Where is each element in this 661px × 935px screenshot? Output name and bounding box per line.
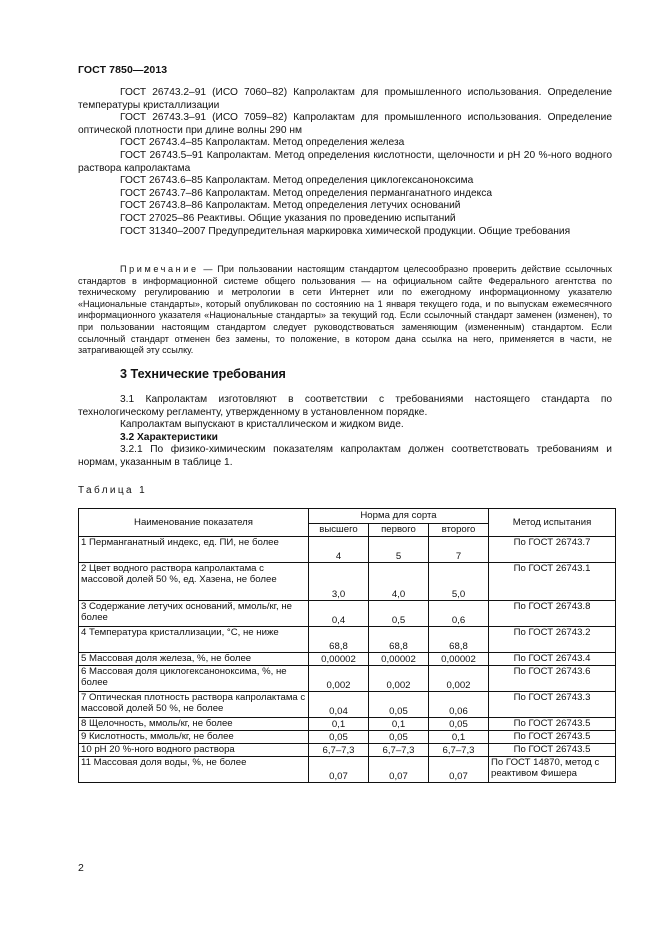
norm-highest: 4 — [309, 537, 369, 563]
paragraph: 3.2.1 По физико-химическим показателям капролактам должен соответствовать требованиям и нормам, указанным в таблице 1. — [78, 444, 612, 468]
table-row — [79, 627, 616, 653]
reference-item: ГОСТ 26743.8–86 Капролактам. Метод определения летучих оснований — [120, 200, 461, 212]
reference-item: ГОСТ 26743.7–86 Капролактам. Метод определения перманганатного индекса — [120, 187, 492, 199]
norm-highest: 6,7–7,3 — [309, 744, 369, 757]
section-body — [78, 394, 612, 470]
test-method: По ГОСТ 26743.3 — [489, 692, 616, 718]
header-grade-first: первого — [369, 524, 429, 537]
page-number: 2 — [78, 862, 84, 874]
table-row — [79, 563, 616, 601]
indicator-name: 5 Массовая доля железа, %, не более — [79, 653, 309, 666]
indicator-name: 7 Оптическая плотность раствора капролактама с массовой долей 50 %, не более — [79, 692, 309, 718]
test-method: По ГОСТ 26743.7 — [489, 537, 616, 563]
norm-second: 5,0 — [429, 563, 489, 601]
references-note — [78, 264, 612, 357]
reference-item: ГОСТ 27025–86 Реактивы. Общие указания по проведению испытаний — [120, 212, 456, 224]
indicator-name: 2 Цвет водного раствора капролактама с массовой долей 50 %, ед. Хазена, не более — [79, 563, 309, 601]
indicator-name: 9 Кислотность, ммоль/кг, не более — [79, 731, 309, 744]
requirements-table — [78, 508, 616, 783]
norm-highest: 0,00002 — [309, 653, 369, 666]
header-indicator-name: Наименование показателя — [79, 509, 309, 537]
normative-references-list — [78, 87, 612, 238]
header-grade-highest: высшего — [309, 524, 369, 537]
indicator-name: 1 Перманганатный индекс, ед. ПИ, не более — [79, 537, 309, 563]
indicator-name: 8 Щелочность, ммоль/кг, не более — [79, 718, 309, 731]
table-row — [79, 731, 616, 744]
norm-second: 0,07 — [429, 757, 489, 783]
header-norm: Норма для сорта — [309, 509, 489, 524]
test-method: По ГОСТ 26743.6 — [489, 666, 616, 692]
reference-item: ГОСТ 26743.5–91 Капролактам. Метод определения кислотности, щелочности и рН 20 %-ного водного раствора капролактама — [78, 149, 612, 174]
reference-item: ГОСТ 31340–2007 Предупредительная маркировка химической продукции. Общие требования — [120, 225, 571, 237]
table-row — [79, 666, 616, 692]
test-method: По ГОСТ 26743.5 — [489, 744, 616, 757]
indicator-name: 10 рН 20 %-ного водного раствора — [79, 744, 309, 757]
test-method: По ГОСТ 26743.8 — [489, 601, 616, 627]
test-method: По ГОСТ 26743.4 — [489, 653, 616, 666]
test-method: По ГОСТ 14870, метод с реактивом Фишера — [489, 757, 616, 783]
norm-second: 0,1 — [429, 731, 489, 744]
document-code-header: ГОСТ 7850—2013 — [78, 64, 168, 76]
test-method: По ГОСТ 26743.5 — [489, 731, 616, 744]
norm-highest: 0,05 — [309, 731, 369, 744]
header-grade-second: второго — [429, 524, 489, 537]
norm-first: 0,05 — [369, 692, 429, 718]
norm-first: 0,1 — [369, 718, 429, 731]
norm-highest: 0,4 — [309, 601, 369, 627]
norm-highest: 0,04 — [309, 692, 369, 718]
norm-first: 5 — [369, 537, 429, 563]
norm-highest: 0,002 — [309, 666, 369, 692]
norm-second: 0,00002 — [429, 653, 489, 666]
reference-item: ГОСТ 26743.6–85 Капролактам. Метод определения циклогексаноноксима — [120, 175, 474, 187]
norm-highest: 3,0 — [309, 563, 369, 601]
norm-second: 0,06 — [429, 692, 489, 718]
table-row — [79, 692, 616, 718]
section-title: 3 Технические требования — [120, 367, 286, 381]
norm-first: 0,05 — [369, 731, 429, 744]
paragraph: 3.1 Капролактам изготовляют в соответствии с требованиями настоящего стандарта по технологическому регламенту, утвержденному в установленном порядке. — [78, 394, 612, 418]
table-row — [79, 601, 616, 627]
norm-second: 0,6 — [429, 601, 489, 627]
table-row — [79, 537, 616, 563]
table-row — [79, 718, 616, 731]
header-test-method: Метод испытания — [489, 509, 616, 537]
norm-second: 0,002 — [429, 666, 489, 692]
norm-first: 0,002 — [369, 666, 429, 692]
table-row — [79, 653, 616, 666]
norm-first: 0,5 — [369, 601, 429, 627]
indicator-name: 3 Содержание летучих оснований, ммоль/кг, не более — [79, 601, 309, 627]
test-method: По ГОСТ 26743.2 — [489, 627, 616, 653]
norm-highest: 0,07 — [309, 757, 369, 783]
table-row — [79, 744, 616, 757]
reference-item: ГОСТ 26743.2–91 (ИСО 7060–82) Капролактам для промышленного использования. Определение температуры кристаллизации — [78, 87, 612, 111]
test-method: По ГОСТ 26743.1 — [489, 563, 616, 601]
norm-first: 0,00002 — [369, 653, 429, 666]
norm-first: 68,8 — [369, 627, 429, 653]
norm-highest: 0,1 — [309, 718, 369, 731]
test-method: По ГОСТ 26743.5 — [489, 718, 616, 731]
table-caption: Таблица 1 — [78, 485, 148, 496]
norm-first: 4,0 — [369, 563, 429, 601]
indicator-name: 11 Массовая доля воды, %, не более — [79, 757, 309, 783]
norm-second: 0,05 — [429, 718, 489, 731]
indicator-name: 4 Температура кристаллизации, °С, не ниже — [79, 627, 309, 653]
reference-item: ГОСТ 26743.3–91 (ИСО 7059–82) Капролактам для промышленного использования. Определение оптической плотности при длине волны 290 нм — [78, 112, 612, 136]
reference-item: ГОСТ 26743.4–85 Капролактам. Метод определения железа — [120, 137, 405, 149]
norm-first: 6,7–7,3 — [369, 744, 429, 757]
norm-second: 6,7–7,3 — [429, 744, 489, 757]
norm-highest: 68,8 — [309, 627, 369, 653]
note-text: — При пользовании настоящим стандартом целесообразно проверить действие ссылочных стандартов в информационной системе общего пользования — на официальном сайте Федерального агентства по техническому регулированию и метрологии в сети Интернет или по ежегодному информационному указателю «Национальные стандарты», который опубликован по состоянию на 1 января текущего года, и по выпускам ежемесячного информационного указателя «Национальные стандарты» за текущий год. Если ссылочный стандарт заменен (изменен), то при пользовании настоящим стандартом следует руководствоваться заменяющим (измененным) стандартом. Если ссылочный стандарт отменен без замены, то положение, в котором дана ссылка на него, применяется в части, не затрагивающей эту ссылку. — [78, 264, 612, 356]
indicator-name: 6 Массовая доля циклогексаноноксима, %, не более — [79, 666, 309, 692]
norm-second: 68,8 — [429, 627, 489, 653]
note-label: Примечание — [120, 264, 199, 274]
subsection-title: 3.2 Характеристики — [120, 431, 218, 443]
norm-second: 7 — [429, 537, 489, 563]
table-row — [79, 757, 616, 783]
paragraph: Капролактам выпускают в кристаллическом и жидком виде. — [120, 419, 404, 431]
norm-first: 0,07 — [369, 757, 429, 783]
